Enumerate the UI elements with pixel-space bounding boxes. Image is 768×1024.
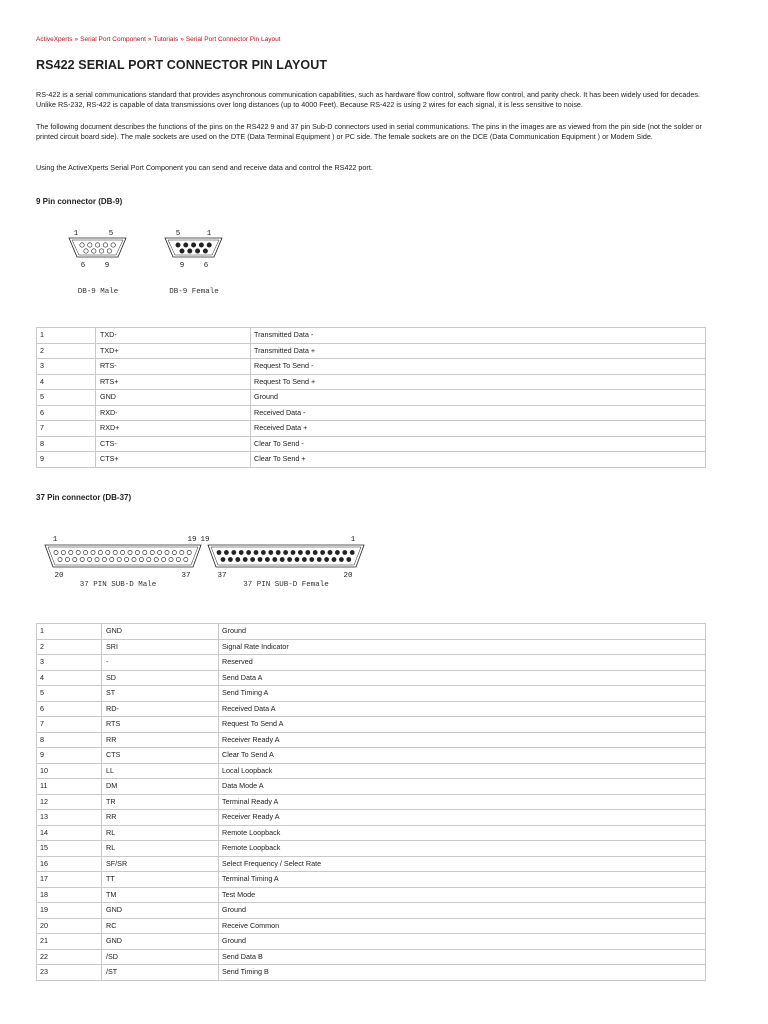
signal-description-cell: Request To Send + bbox=[251, 374, 706, 390]
connector-pin bbox=[195, 249, 199, 253]
pin-number-cell: 3 bbox=[37, 359, 96, 375]
signal-name-cell: RL bbox=[102, 825, 219, 841]
connector-pin bbox=[184, 243, 188, 247]
signal-name-cell: GND bbox=[102, 624, 219, 640]
db9-male-caption: DB-9 Male bbox=[77, 288, 119, 296]
connector-pin bbox=[335, 550, 339, 554]
db9-female-label-top-right: 1 bbox=[206, 230, 212, 238]
signal-description-cell: Request To Send - bbox=[251, 359, 706, 375]
connector-pin bbox=[58, 557, 62, 561]
connector-pin bbox=[117, 557, 121, 561]
connector-pin bbox=[261, 550, 265, 554]
db9-female-pins bbox=[176, 243, 212, 253]
signal-description-cell: Clear To Send - bbox=[251, 436, 706, 452]
signal-name-cell: RTS+ bbox=[96, 374, 251, 390]
connector-pin bbox=[84, 550, 88, 554]
db9-female-connector bbox=[165, 230, 222, 296]
table-row bbox=[37, 779, 706, 795]
db37-heading: 37 Pin connector (DB-37) bbox=[36, 493, 132, 502]
connector-pin bbox=[154, 557, 158, 561]
pin-number-cell: 8 bbox=[37, 732, 102, 748]
db37-male-shell bbox=[45, 545, 201, 567]
connector-pin bbox=[302, 557, 306, 561]
connector-pin bbox=[291, 550, 295, 554]
db37-male-label-bottom-right: 37 bbox=[181, 572, 191, 580]
db9-male-label-bottom-right: 9 bbox=[104, 262, 110, 270]
pin-number-cell: 3 bbox=[37, 655, 102, 671]
table-row bbox=[37, 934, 706, 950]
component-paragraph: Using the ActiveXperts Serial Port Component you can send and receive data and control the RS422 port. bbox=[36, 163, 373, 172]
table-row bbox=[37, 732, 706, 748]
signal-description-cell: Send Data A bbox=[219, 670, 706, 686]
pin-number-cell: 5 bbox=[37, 686, 102, 702]
connector-pin bbox=[147, 557, 151, 561]
db37-female-shell bbox=[208, 545, 364, 567]
table-row bbox=[37, 717, 706, 733]
connector-pin bbox=[111, 243, 115, 247]
connector-pin bbox=[221, 557, 225, 561]
db37-pin-table-body bbox=[37, 624, 706, 981]
signal-description-cell: Receive Common bbox=[219, 918, 706, 934]
db37-female-inner bbox=[211, 547, 361, 565]
db37-male-label-top-right: 19 bbox=[187, 536, 197, 544]
signal-description-cell: Remote Loopback bbox=[219, 825, 706, 841]
connector-pin bbox=[284, 550, 288, 554]
table-row bbox=[37, 872, 706, 888]
table-row bbox=[37, 918, 706, 934]
connector-pin bbox=[295, 557, 299, 561]
signal-description-cell: Data Mode A bbox=[219, 779, 706, 795]
connector-pin bbox=[95, 557, 99, 561]
pin-number-cell: 12 bbox=[37, 794, 102, 810]
connector-pin bbox=[98, 550, 102, 554]
signal-name-cell: SD bbox=[102, 670, 219, 686]
connector-pin bbox=[176, 557, 180, 561]
table-row bbox=[37, 748, 706, 764]
table-row bbox=[37, 328, 706, 344]
table-row bbox=[37, 686, 706, 702]
signal-description-cell: Remote Loopback bbox=[219, 841, 706, 857]
pin-number-cell: 6 bbox=[37, 701, 102, 717]
table-row bbox=[37, 763, 706, 779]
signal-name-cell: CTS- bbox=[96, 436, 251, 452]
connector-pin bbox=[139, 557, 143, 561]
connector-pin bbox=[162, 557, 166, 561]
signal-name-cell: GND bbox=[102, 903, 219, 919]
connector-pin bbox=[265, 557, 269, 561]
intro-paragraph: RS-422 is a serial communications standard that provides asynchronous communication capabilities, such as hardware flow control, software flow control, and parity check. It has been widely used for decades. Unlike RS-232, RS-422 is capable of data transmissions over long distances (up to 4000 Feet). Because RS-422 is using 2 wires for each signal, it is less sensitive to noise. bbox=[36, 90, 700, 109]
db9-connector-diagram bbox=[36, 226, 236, 298]
db9-male-connector bbox=[69, 230, 126, 296]
connector-pin bbox=[306, 550, 310, 554]
db37-female-pins bbox=[217, 550, 354, 561]
signal-description-cell: Ground bbox=[219, 903, 706, 919]
connector-pin bbox=[328, 550, 332, 554]
pin-number-cell: 14 bbox=[37, 825, 102, 841]
db37-male-inner bbox=[48, 547, 198, 565]
db37-male-caption: 37 PIN SUB-D Male bbox=[79, 581, 157, 589]
table-row bbox=[37, 949, 706, 965]
signal-description-cell: Reserved bbox=[219, 655, 706, 671]
pin-number-cell: 11 bbox=[37, 779, 102, 795]
db37-female-caption: 37 PIN SUB-D Female bbox=[243, 581, 329, 589]
table-row bbox=[37, 390, 706, 406]
table-row bbox=[37, 856, 706, 872]
connector-pin bbox=[239, 550, 243, 554]
pin-number-cell: 21 bbox=[37, 934, 102, 950]
connector-pin bbox=[65, 557, 69, 561]
table-row bbox=[37, 343, 706, 359]
db37-female-connector bbox=[200, 536, 364, 589]
connector-pin bbox=[103, 243, 107, 247]
signal-name-cell: RR bbox=[102, 810, 219, 826]
pin-number-cell: 9 bbox=[37, 748, 102, 764]
pin-number-cell: 13 bbox=[37, 810, 102, 826]
connector-pin bbox=[110, 557, 114, 561]
connector-pin bbox=[99, 249, 103, 253]
connector-pin bbox=[113, 550, 117, 554]
db9-female-label-bottom-right: 6 bbox=[203, 262, 209, 270]
connector-pin bbox=[332, 557, 336, 561]
connector-pin bbox=[76, 550, 80, 554]
description-paragraph: The following document describes the functions of the pins on the RS422 9 and 37 pin Sub-D connectors used in serial communications. The pins in the images are as viewed from the pin side (not the solder or printed circuit board side). The male sockets are used on the DTE (Data Terminal Equipment ) or PC side. The female sockets are on the DCE (Data Communication Equipment ) or Modem Side. bbox=[36, 122, 702, 141]
connector-pin bbox=[91, 550, 95, 554]
signal-name-cell: TXD- bbox=[96, 328, 251, 344]
pin-number-cell: 22 bbox=[37, 949, 102, 965]
db9-male-pins bbox=[80, 243, 116, 253]
signal-description-cell: Signal Rate Indicator bbox=[219, 639, 706, 655]
connector-pin bbox=[158, 550, 162, 554]
signal-description-cell: Request To Send A bbox=[219, 717, 706, 733]
signal-name-cell: CTS+ bbox=[96, 452, 251, 468]
connector-pin bbox=[80, 557, 84, 561]
db37-male-connector bbox=[45, 536, 201, 589]
signal-description-cell: Send Timing A bbox=[219, 686, 706, 702]
connector-pin bbox=[125, 557, 129, 561]
db9-pin-table-body bbox=[37, 328, 706, 468]
db37-male-pins bbox=[54, 550, 191, 561]
db9-female-inner bbox=[168, 240, 219, 255]
signal-name-cell: LL bbox=[102, 763, 219, 779]
page-title: RS422 SERIAL PORT CONNECTOR PIN LAYOUT bbox=[36, 58, 328, 72]
table-row bbox=[37, 825, 706, 841]
connector-pin bbox=[217, 550, 221, 554]
table-row bbox=[37, 374, 706, 390]
db9-pin-table bbox=[36, 327, 706, 468]
signal-description-cell: Test Mode bbox=[219, 887, 706, 903]
table-row bbox=[37, 655, 706, 671]
table-row bbox=[37, 639, 706, 655]
table-row bbox=[37, 810, 706, 826]
connector-pin bbox=[121, 550, 125, 554]
connector-pin bbox=[339, 557, 343, 561]
signal-name-cell: RD- bbox=[102, 701, 219, 717]
connector-pin bbox=[247, 550, 251, 554]
connector-pin bbox=[143, 550, 147, 554]
pin-number-cell: 4 bbox=[37, 374, 96, 390]
connector-pin bbox=[84, 249, 88, 253]
table-row bbox=[37, 421, 706, 437]
connector-pin bbox=[92, 249, 96, 253]
connector-pin bbox=[180, 249, 184, 253]
pin-number-cell: 2 bbox=[37, 343, 96, 359]
connector-pin bbox=[61, 550, 65, 554]
db9-female-caption: DB-9 Female bbox=[169, 288, 219, 296]
breadcrumb-link-current-page[interactable]: Serial Port Connector Pin Layout bbox=[185, 36, 281, 43]
connector-pin bbox=[254, 550, 258, 554]
db9-male-label-top-left: 1 bbox=[73, 230, 79, 238]
signal-description-cell: Ground bbox=[219, 934, 706, 950]
table-row bbox=[37, 887, 706, 903]
signal-name-cell: RTS bbox=[102, 717, 219, 733]
connector-pin bbox=[243, 557, 247, 561]
signal-description-cell: Clear To Send + bbox=[251, 452, 706, 468]
breadcrumb-separator: » bbox=[180, 36, 184, 43]
connector-pin bbox=[80, 243, 84, 247]
pin-number-cell: 15 bbox=[37, 841, 102, 857]
signal-description-cell: Received Data - bbox=[251, 405, 706, 421]
connector-pin bbox=[236, 557, 240, 561]
connector-pin bbox=[199, 243, 203, 247]
table-row bbox=[37, 841, 706, 857]
db9-male-label-top-right: 5 bbox=[108, 230, 114, 238]
signal-name-cell: TT bbox=[102, 872, 219, 888]
signal-description-cell: Local Loopback bbox=[219, 763, 706, 779]
signal-name-cell: RTS- bbox=[96, 359, 251, 375]
signal-description-cell: Send Data B bbox=[219, 949, 706, 965]
connector-pin bbox=[288, 557, 292, 561]
table-row bbox=[37, 452, 706, 468]
signal-description-cell: Ground bbox=[219, 624, 706, 640]
signal-name-cell: - bbox=[102, 655, 219, 671]
table-row bbox=[37, 405, 706, 421]
breadcrumb-separator: » bbox=[147, 36, 152, 43]
connector-pin bbox=[258, 557, 262, 561]
connector-pin bbox=[321, 550, 325, 554]
breadcrumb-link-serial-port-component[interactable]: Serial Port Component bbox=[80, 36, 146, 43]
pin-number-cell: 9 bbox=[37, 452, 96, 468]
connector-pin bbox=[102, 557, 106, 561]
signal-name-cell: GND bbox=[96, 390, 251, 406]
pin-number-cell: 17 bbox=[37, 872, 102, 888]
db9-male-label-bottom-left: 6 bbox=[80, 262, 86, 270]
pin-number-cell: 2 bbox=[37, 639, 102, 655]
connector-pin bbox=[73, 557, 77, 561]
connector-pin bbox=[135, 550, 139, 554]
signal-name-cell: ST bbox=[102, 686, 219, 702]
signal-name-cell: RR bbox=[102, 732, 219, 748]
db37-female-label-top-left: 19 bbox=[200, 536, 210, 544]
connector-pin bbox=[69, 550, 73, 554]
table-row bbox=[37, 624, 706, 640]
table-row bbox=[37, 359, 706, 375]
signal-name-cell: RXD+ bbox=[96, 421, 251, 437]
connector-pin bbox=[317, 557, 321, 561]
connector-pin bbox=[207, 243, 211, 247]
connector-pin bbox=[280, 557, 284, 561]
db9-heading: 9 Pin connector (DB-9) bbox=[36, 197, 123, 206]
connector-pin bbox=[107, 249, 111, 253]
db37-male-label-bottom-left: 20 bbox=[54, 572, 64, 580]
db9-female-label-bottom-left: 9 bbox=[179, 262, 185, 270]
table-row bbox=[37, 794, 706, 810]
connector-pin bbox=[169, 557, 173, 561]
signal-description-cell: Receiver Ready A bbox=[219, 732, 706, 748]
breadcrumb-link-activexperts[interactable]: ActiveXperts bbox=[36, 36, 73, 43]
pin-number-cell: 6 bbox=[37, 405, 96, 421]
pin-number-cell: 7 bbox=[37, 421, 96, 437]
db9-female-label-top-left: 5 bbox=[175, 230, 181, 238]
signal-description-cell: Transmitted Data - bbox=[251, 328, 706, 344]
db37-female-label-top-right: 1 bbox=[350, 536, 356, 544]
signal-name-cell: DM bbox=[102, 779, 219, 795]
db37-pin-table bbox=[36, 623, 706, 981]
db37-female-label-bottom-left: 37 bbox=[217, 572, 227, 580]
breadcrumb-link-tutorials[interactable]: Tutorials bbox=[153, 36, 179, 43]
signal-name-cell: RL bbox=[102, 841, 219, 857]
pin-number-cell: 10 bbox=[37, 763, 102, 779]
connector-pin bbox=[228, 557, 232, 561]
connector-pin bbox=[187, 550, 191, 554]
db37-male-label-top-left: 1 bbox=[52, 536, 58, 544]
pin-number-cell: 4 bbox=[37, 670, 102, 686]
connector-pin bbox=[325, 557, 329, 561]
pin-number-cell: 1 bbox=[37, 328, 96, 344]
breadcrumb bbox=[36, 36, 281, 43]
connector-pin bbox=[95, 243, 99, 247]
connector-pin bbox=[347, 557, 351, 561]
pin-number-cell: 18 bbox=[37, 887, 102, 903]
signal-description-cell: Terminal Timing A bbox=[219, 872, 706, 888]
connector-pin bbox=[128, 550, 132, 554]
signal-name-cell: TXD+ bbox=[96, 343, 251, 359]
connector-pin bbox=[54, 550, 58, 554]
db9-male-shell bbox=[69, 238, 126, 257]
connector-pin bbox=[150, 550, 154, 554]
table-row bbox=[37, 670, 706, 686]
connector-pin bbox=[188, 249, 192, 253]
signal-name-cell: TR bbox=[102, 794, 219, 810]
signal-name-cell: SRI bbox=[102, 639, 219, 655]
connector-pin bbox=[343, 550, 347, 554]
signal-name-cell: SF/SR bbox=[102, 856, 219, 872]
db9-male-inner bbox=[72, 240, 123, 255]
signal-description-cell: Clear To Send A bbox=[219, 748, 706, 764]
connector-pin bbox=[298, 550, 302, 554]
connector-pin bbox=[191, 243, 195, 247]
signal-name-cell: /SD bbox=[102, 949, 219, 965]
db37-connector-diagram bbox=[36, 532, 376, 592]
connector-pin bbox=[184, 557, 188, 561]
connector-pin bbox=[232, 550, 236, 554]
signal-name-cell: CTS bbox=[102, 748, 219, 764]
connector-pin bbox=[203, 249, 207, 253]
connector-pin bbox=[180, 550, 184, 554]
connector-pin bbox=[350, 550, 354, 554]
connector-pin bbox=[313, 550, 317, 554]
signal-description-cell: Terminal Ready A bbox=[219, 794, 706, 810]
connector-pin bbox=[165, 550, 169, 554]
connector-pin bbox=[310, 557, 314, 561]
signal-description-cell: Received Data + bbox=[251, 421, 706, 437]
breadcrumb-separator: » bbox=[74, 36, 79, 43]
table-row bbox=[37, 903, 706, 919]
pin-number-cell: 8 bbox=[37, 436, 96, 452]
signal-description-cell: Received Data A bbox=[219, 701, 706, 717]
connector-pin bbox=[251, 557, 255, 561]
connector-pin bbox=[88, 557, 92, 561]
signal-description-cell: Send Timing B bbox=[219, 965, 706, 981]
table-row bbox=[37, 965, 706, 981]
signal-name-cell: RXD- bbox=[96, 405, 251, 421]
connector-pin bbox=[106, 550, 110, 554]
signal-name-cell: TM bbox=[102, 887, 219, 903]
signal-description-cell: Transmitted Data + bbox=[251, 343, 706, 359]
connector-pin bbox=[88, 243, 92, 247]
signal-name-cell: RC bbox=[102, 918, 219, 934]
table-row bbox=[37, 436, 706, 452]
connector-pin bbox=[276, 550, 280, 554]
pin-number-cell: 1 bbox=[37, 624, 102, 640]
pin-number-cell: 19 bbox=[37, 903, 102, 919]
pin-number-cell: 16 bbox=[37, 856, 102, 872]
db37-female-label-bottom-right: 20 bbox=[343, 572, 353, 580]
signal-name-cell: GND bbox=[102, 934, 219, 950]
connector-pin bbox=[172, 550, 176, 554]
connector-pin bbox=[132, 557, 136, 561]
signal-description-cell: Receiver Ready A bbox=[219, 810, 706, 826]
signal-description-cell: Select Frequency / Select Rate bbox=[219, 856, 706, 872]
connector-pin bbox=[269, 550, 273, 554]
connector-pin bbox=[224, 550, 228, 554]
pin-number-cell: 20 bbox=[37, 918, 102, 934]
pin-number-cell: 5 bbox=[37, 390, 96, 406]
db9-female-shell bbox=[165, 238, 222, 257]
pin-number-cell: 7 bbox=[37, 717, 102, 733]
signal-description-cell: Ground bbox=[251, 390, 706, 406]
table-row bbox=[37, 701, 706, 717]
connector-pin bbox=[273, 557, 277, 561]
pin-number-cell: 23 bbox=[37, 965, 102, 981]
connector-pin bbox=[176, 243, 180, 247]
signal-name-cell: /ST bbox=[102, 965, 219, 981]
